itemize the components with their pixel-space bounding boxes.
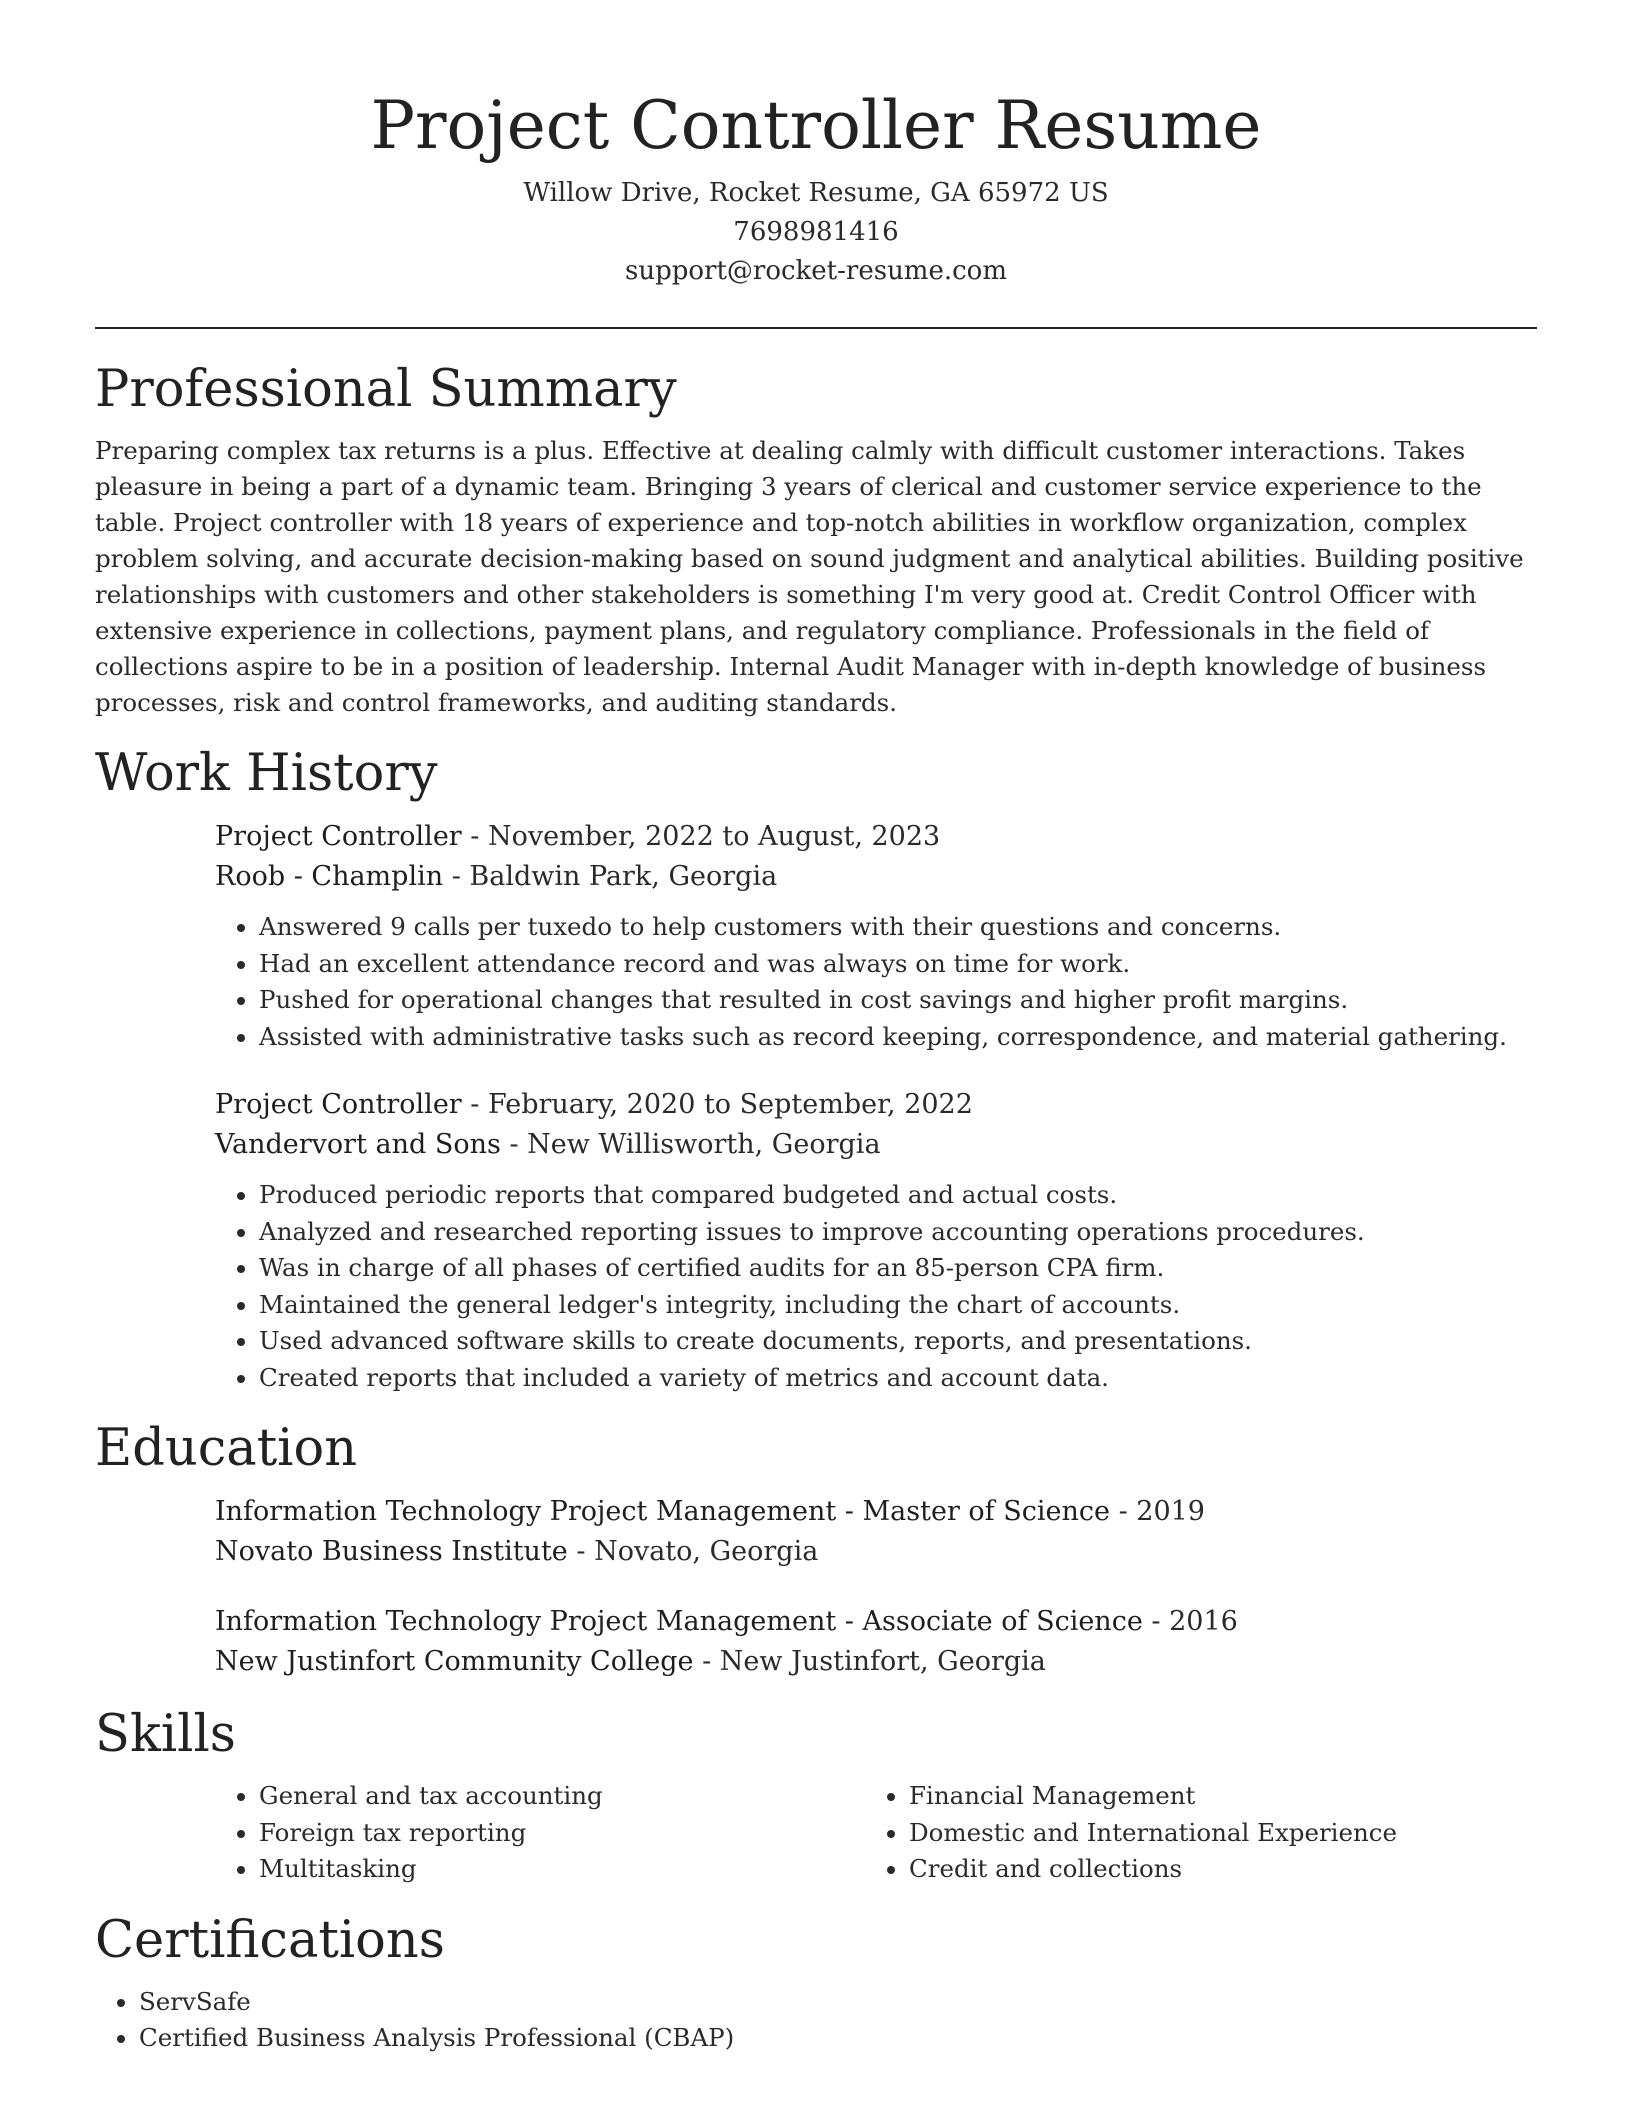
skill-item: • General and tax accounting	[259, 1778, 865, 1815]
work-section	[95, 743, 1537, 1396]
skills-section	[95, 1704, 1537, 1888]
certification-item: • Certified Business Analysis Professional (CBAP)	[139, 2020, 1537, 2057]
header-divider	[95, 327, 1537, 329]
job-bullet: • Pushed for operational changes that resulted in cost savings and higher profit margins.	[259, 982, 1537, 1019]
job-title-line	[215, 817, 1537, 857]
resume-header	[95, 0, 1537, 291]
job-bullet: • Analyzed and researched reporting issues to improve accounting operations procedures.	[259, 1214, 1537, 1251]
degree-year: - 2019	[1109, 1496, 1205, 1527]
job-company: Vandervort and Sons	[215, 1129, 501, 1160]
resume-title: Project Controller Resume	[370, 87, 1262, 164]
certifications-section	[95, 1910, 1537, 2057]
job-entry	[215, 1085, 1537, 1396]
job-title: Project Controller	[215, 821, 462, 852]
skill-item: • Foreign tax reporting	[259, 1815, 865, 1852]
job-bullet: • Was in charge of all phases of certified audits for an 85-person CPA firm.	[259, 1250, 1537, 1287]
school-name: Novato Business Institute	[215, 1536, 568, 1567]
education-section	[95, 1418, 1537, 1682]
job-company: Roob - Champlin	[215, 861, 444, 892]
education-entry	[215, 1602, 1537, 1682]
job-location: - Baldwin Park, Georgia	[443, 861, 778, 892]
degree: Information Technology Project Management - Master of Science	[215, 1496, 1110, 1527]
certifications-heading: Certifications	[95, 1910, 445, 1970]
degree-line	[215, 1492, 1537, 1532]
skill-item: • Financial Management	[909, 1778, 1515, 1815]
resume-page	[95, 0, 1537, 2057]
job-bullet: • Assisted with administrative tasks such as record keeping, correspondence, and material gathering.	[259, 1019, 1537, 1056]
job-title-line	[215, 1085, 1537, 1125]
summary-section	[95, 359, 1537, 721]
job-bullets	[215, 909, 1537, 1055]
degree-line	[215, 1602, 1537, 1642]
contact-phone: 7698981416	[733, 217, 899, 247]
skills-list-left	[215, 1778, 865, 1888]
degree: Information Technology Project Management - Associate of Science	[215, 1606, 1143, 1637]
skill-item: • Domestic and International Experience	[909, 1815, 1515, 1852]
certifications-list	[95, 1984, 1537, 2057]
contact-block	[95, 174, 1537, 291]
skill-item: • Multitasking	[259, 1851, 865, 1888]
contact-email: support@rocket-resume.com	[624, 256, 1007, 286]
job-bullet: • Produced periodic reports that compared budgeted and actual costs.	[259, 1177, 1537, 1214]
job-bullet: • Answered 9 calls per tuxedo to help customers with their questions and concerns.	[259, 909, 1537, 946]
job-bullet: • Created reports that included a variety of metrics and account data.	[259, 1360, 1537, 1397]
summary-text: Preparing complex tax returns is a plus. Effective at dealing calmly with difficult customer interactions. Takes pleasure in being a part of a dynamic team. Bringing 3 years of clerical and customer service experience to the table. Project controller with 18 years of experience and top-notch abilities in workflow organization, complex problem solving, and accurate decision-making based on sound judgment and analytical abilities. Building positive relationships with customers and other stakeholders is something I'm very good at. Credit Control Officer with extensive experience in collections, payment plans, and regulatory compliance. Professionals in the field of collections aspire to be in a position of leadership. Internal Audit Manager with in-depth knowledge of business processes, risk and control frameworks, and auditing standards.	[95, 436, 1524, 717]
school-name: New Justinfort Community College	[215, 1646, 694, 1677]
job-dates: - November, 2022 to August, 2023	[461, 821, 941, 852]
job-bullet: • Had an excellent attendance record and was always on time for work.	[259, 946, 1537, 983]
degree-year: - 2016	[1142, 1606, 1238, 1637]
job-company-line	[215, 857, 1537, 897]
school-location: - New Justinfort, Georgia	[693, 1646, 1046, 1677]
job-entry	[215, 817, 1537, 1055]
summary-heading: Professional Summary	[95, 360, 677, 419]
school-line	[215, 1642, 1537, 1682]
contact-address: Willow Drive, Rocket Resume, GA 65972 US	[523, 178, 1109, 208]
certification-item: • ServSafe	[139, 1984, 1537, 2021]
job-bullet: • Used advanced software skills to create documents, reports, and presentations.	[259, 1323, 1537, 1360]
job-dates: - February, 2020 to September, 2022	[461, 1089, 973, 1120]
skill-item: • Credit and collections	[909, 1851, 1515, 1888]
skills-grid	[215, 1778, 1537, 1888]
education-entry	[215, 1492, 1537, 1572]
work-heading: Work History	[95, 744, 438, 803]
skills-heading: Skills	[95, 1705, 236, 1764]
job-bullets	[215, 1177, 1537, 1396]
school-line	[215, 1532, 1537, 1572]
school-location: - Novato, Georgia	[567, 1536, 819, 1567]
job-title: Project Controller	[215, 1089, 462, 1120]
job-bullet: • Maintained the general ledger's integrity, including the chart of accounts.	[259, 1287, 1537, 1324]
skills-list-right	[865, 1778, 1515, 1888]
education-heading: Education	[95, 1419, 358, 1478]
job-location: - New Willisworth, Georgia	[500, 1129, 881, 1160]
job-company-line	[215, 1125, 1537, 1165]
